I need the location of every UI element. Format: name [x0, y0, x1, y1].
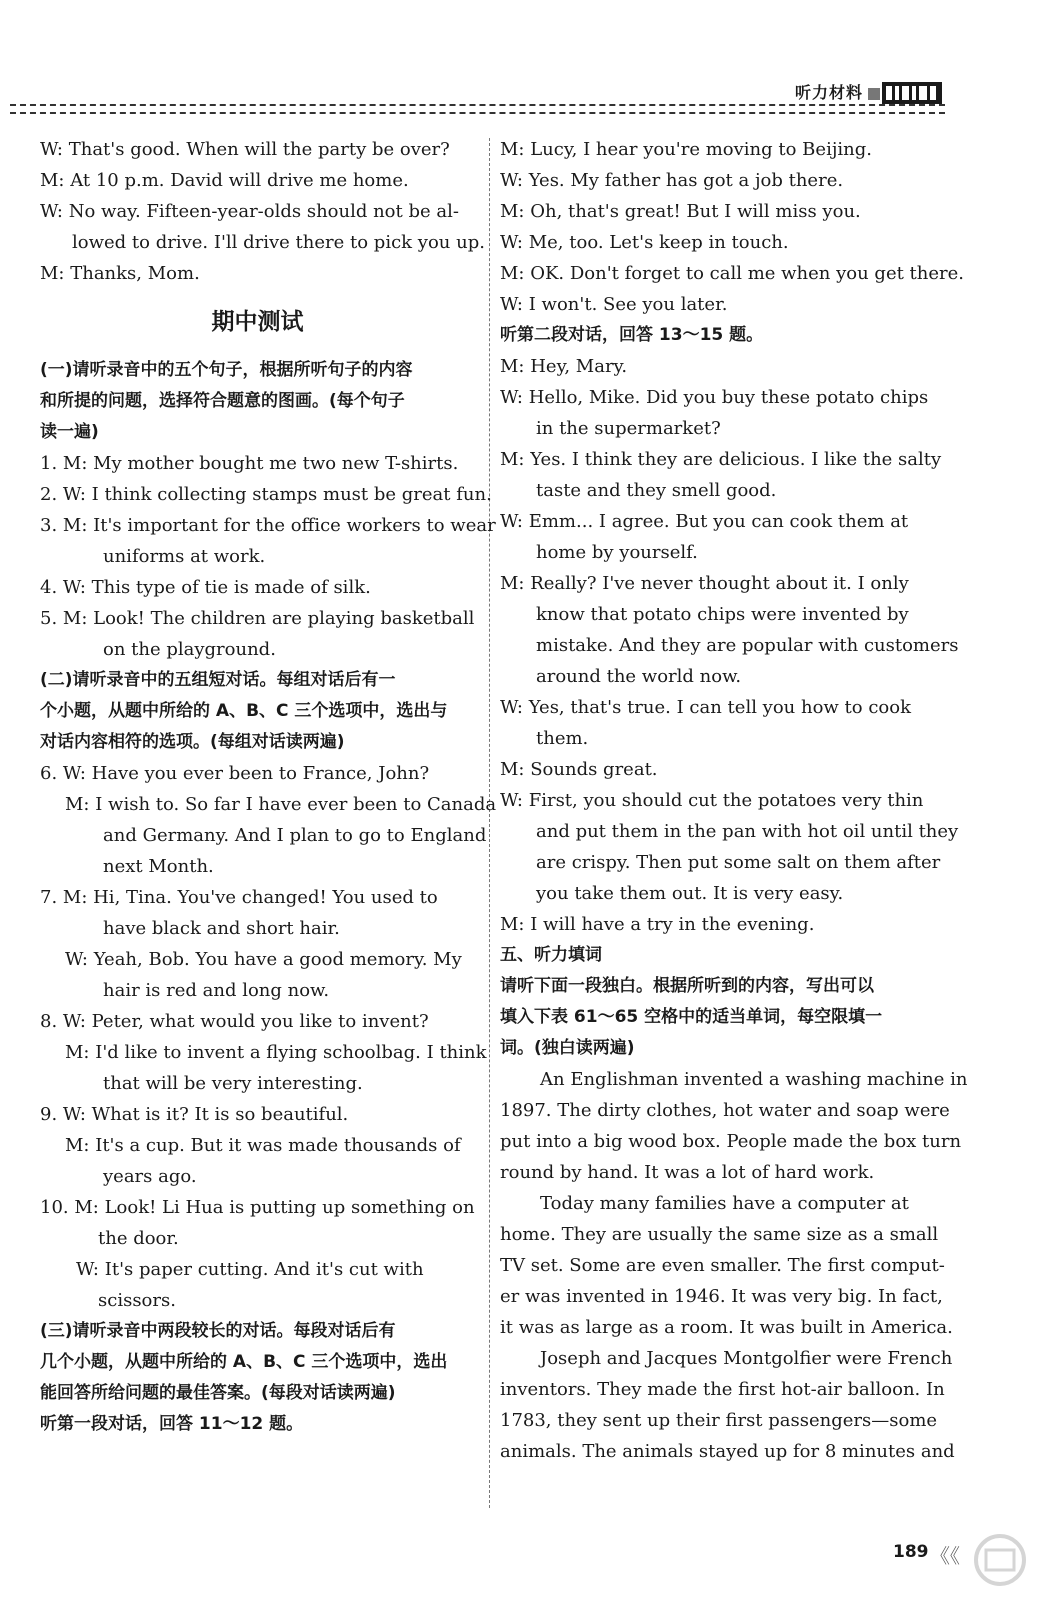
text-line: M: Sounds great.	[500, 759, 658, 780]
text-line: uniforms at work.	[103, 546, 266, 567]
instruction-line: 听第二段对话，回答 13～15 题。	[500, 325, 764, 345]
text-line: W: Yes. My father has got a job there.	[500, 170, 844, 191]
text-line: W: Yeah, Bob. You have a good memory. My	[65, 949, 462, 970]
text-line: 7. M: Hi, Tina. You've changed! You used to	[40, 887, 438, 908]
right-column	[500, 134, 968, 1467]
text-line: home by yourself.	[536, 542, 698, 563]
header-label: 听力材料	[795, 83, 864, 102]
text-line: M: Oh, that's great! But I will miss you.	[500, 201, 861, 222]
text-line: W: First, you should cut the potatoes very thin	[500, 790, 924, 811]
text-line: hair is red and long now.	[103, 980, 330, 1001]
instruction-line: 听第一段对话，回答 11～12 题。	[40, 1414, 304, 1434]
text-line: around the world now.	[536, 666, 742, 687]
text-line: M: Thanks, Mom.	[40, 263, 200, 284]
text-line: in the supermarket?	[536, 418, 721, 439]
text-line: M: Hey, Mary.	[500, 356, 628, 377]
text-line: M: It's a cup. But it was made thousands of	[65, 1135, 461, 1156]
text-line: that will be very interesting.	[103, 1073, 363, 1094]
text-line: M: At 10 p.m. David will drive me home.	[40, 170, 409, 191]
text-line: mistake. And they are popular with customers	[536, 635, 959, 656]
instruction-line: (二)请听录音中的五组短对话。每组对话后有一	[40, 670, 396, 690]
text-line: W: Hello, Mike. Did you buy these potato chips	[500, 387, 929, 408]
text-line: on the playground.	[103, 639, 276, 660]
header-rule	[10, 104, 945, 106]
text-line: 10. M: Look! Li Hua is putting up something on	[40, 1197, 475, 1218]
text-line: An Englishman invented a washing machine in	[540, 1069, 968, 1090]
text-line: W: No way. Fifteen-year-olds should not be al-	[40, 201, 459, 222]
text-line: have black and short hair.	[103, 918, 340, 939]
text-line: inventors. They made the first hot-air balloon. In	[500, 1379, 945, 1400]
text-line: animals. The animals stayed up for 8 minutes and	[500, 1441, 955, 1462]
header-rule-2	[10, 112, 945, 114]
text-line: 4. W: This type of tie is made of silk.	[40, 577, 371, 598]
text-line: 8. W: Peter, what would you like to invent?	[40, 1011, 429, 1032]
text-line: 1897. The dirty clothes, hot water and soap were	[500, 1100, 950, 1121]
instruction-line: 几个小题，从题中所给的 A、B、C 三个选项中，选出	[40, 1352, 448, 1372]
text-line: er was invented in 1946. It was very big. In fact,	[500, 1286, 943, 1307]
text-line: Today many families have a computer at	[540, 1193, 909, 1214]
header-square	[868, 88, 880, 100]
text-line: M: Really? I've never thought about it. I only	[500, 573, 909, 594]
instruction-line: 能回答所给问题的最佳答案。(每段对话读两遍)	[40, 1383, 396, 1403]
text-line: lowed to drive. I'll drive there to pick you up.	[72, 232, 485, 253]
page-number: 189	[893, 1542, 929, 1562]
text-line: W: Emm... I agree. But you can cook them at	[500, 511, 909, 532]
text-line: W: That's good. When will the party be over?	[40, 139, 450, 160]
text-line: M: Lucy, I hear you're moving to Beijing.	[500, 139, 872, 160]
left-column	[40, 134, 497, 1440]
text-line: W: It's paper cutting. And it's cut with	[76, 1259, 424, 1280]
text-line: and put them in the pan with hot oil until they	[536, 821, 959, 842]
text-line: years ago.	[103, 1166, 197, 1187]
instruction-line: 和所提的问题，选择符合题意的图画。(每个句子	[40, 391, 405, 411]
watermark-logo-icon	[960, 1530, 1040, 1590]
text-line: M: I will have a try in the evening.	[500, 914, 815, 935]
text-line: W: Me, too. Let's keep in touch.	[500, 232, 789, 253]
instruction-line: 对话内容相符的选项。(每组对话读两遍)	[40, 732, 345, 752]
text-line: 6. W: Have you ever been to France, John?	[40, 763, 430, 784]
text-line: 9. W: What is it? It is so beautiful.	[40, 1104, 349, 1125]
text-line: 3. M: It's important for the office workers to wear	[40, 515, 496, 536]
instruction-line: (三)请听录音中两段较长的对话。每段对话后有	[40, 1321, 396, 1341]
text-line: it was as large as a room. It was built in America.	[500, 1317, 953, 1338]
instruction-line: 词。(独白读两遍)	[500, 1038, 635, 1058]
text-line: W: Yes, that's true. I can tell you how to cook	[500, 697, 912, 718]
text-line: taste and they smell good.	[536, 480, 777, 501]
text-line: round by hand. It was a lot of hard work.	[500, 1162, 875, 1183]
text-line: are crispy. Then put some salt on them after	[536, 852, 941, 873]
column-divider	[489, 138, 490, 1508]
text-line: you take them out. It is very easy.	[536, 883, 844, 904]
text-line: them.	[536, 728, 589, 749]
text-line: W: I won't. See you later.	[500, 294, 728, 315]
text-line: 5. M: Look! The children are playing basketball	[40, 608, 475, 629]
text-line: M: Yes. I think they are delicious. I like the salty	[500, 449, 942, 470]
instruction-line: 填入下表 61～65 空格中的适当单词，每空限填一	[500, 1007, 883, 1027]
text-line: and Germany. And I plan to go to England	[103, 825, 487, 846]
text-line: M: I wish to. So far I have ever been to Canada	[65, 794, 497, 815]
text-line: M: I'd like to invent a flying schoolbag. I think	[65, 1042, 487, 1063]
instruction-line: 个小题，从题中所给的 A、B、C 三个选项中，选出与	[40, 701, 448, 721]
text-line: Joseph and Jacques Montgolfier were French	[540, 1348, 953, 1369]
instruction-line: 读一遍)	[40, 422, 99, 442]
text-line: next Month.	[103, 856, 214, 877]
section-heading: 五、听力填词	[500, 945, 602, 965]
text-line: home. They are usually the same size as a small	[500, 1224, 939, 1245]
text-line: scissors.	[98, 1290, 176, 1311]
text-line: the door.	[98, 1228, 179, 1249]
section-title: 期中测试	[211, 309, 304, 335]
text-line: TV set. Some are even smaller. The first comput-	[500, 1255, 945, 1276]
text-line: know that potato chips were invented by	[536, 604, 909, 625]
instruction-line: (一)请听录音中的五个句子，根据所听句子的内容	[40, 360, 413, 380]
text-line: 1783, they sent up their first passengers—some	[500, 1410, 938, 1431]
text-line: M: OK. Don't forget to call me when you get there.	[500, 263, 965, 284]
page-arrow: 《《	[930, 1544, 960, 1568]
page-header	[0, 0, 1047, 120]
text-line: 2. W: I think collecting stamps must be great fun.	[40, 484, 492, 505]
text-line: put into a big wood box. People made the box turn	[500, 1131, 962, 1152]
text-line: 1. M: My mother bought me two new T-shirts.	[40, 453, 459, 474]
book-logo-icon	[882, 78, 942, 106]
instruction-line: 请听下面一段独白。根据所听到的内容，写出可以	[500, 976, 874, 996]
